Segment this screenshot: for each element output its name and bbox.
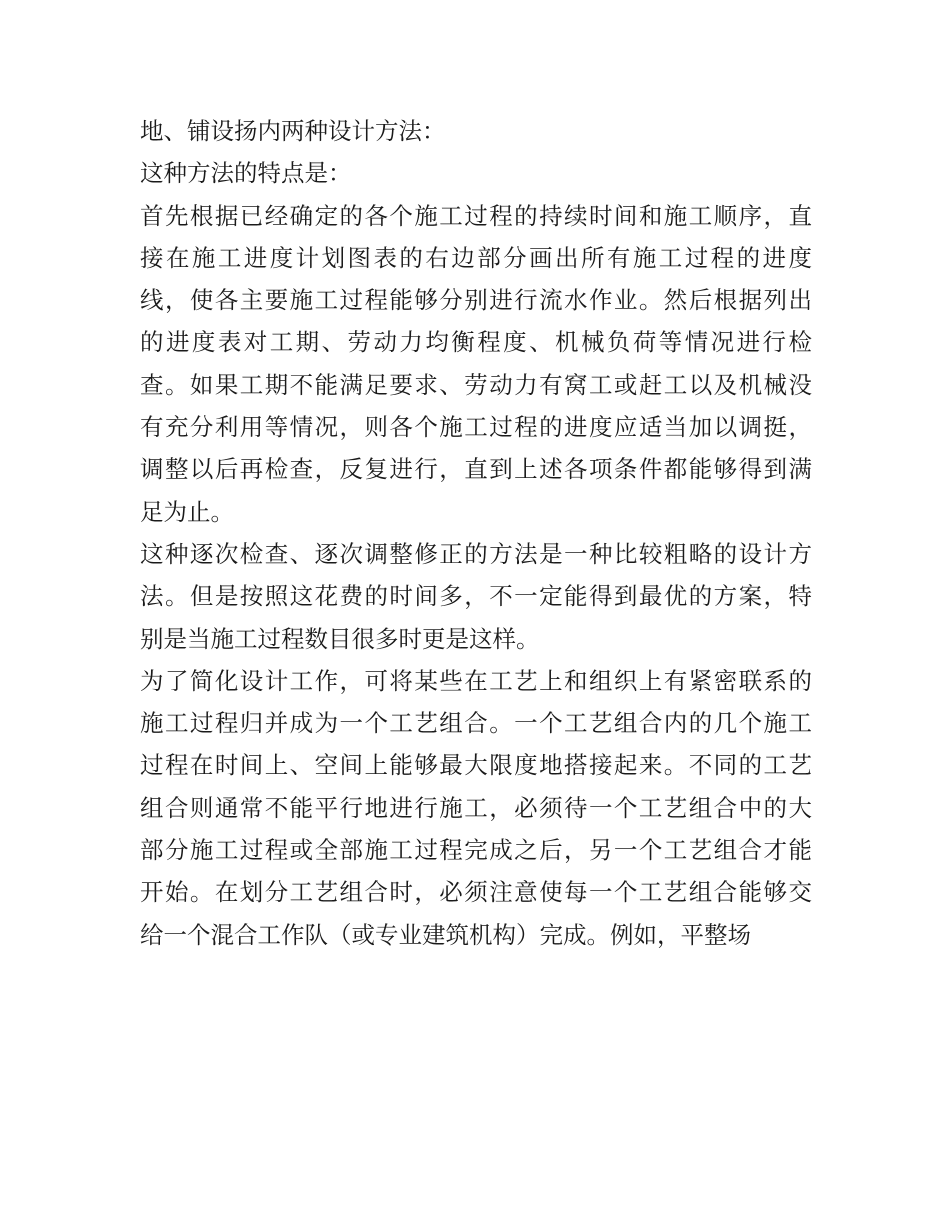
- text-line: 足为止。: [140, 497, 234, 526]
- text-line: 接在施工进度计划图表的右边部分画出所有施工过程的进度: [140, 243, 812, 272]
- text-line: 这种方法的特点是：: [140, 159, 352, 188]
- text-line: 的进度表对工期、劳动力均衡程度、机械负荷等情况进行检: [140, 328, 812, 357]
- text-line: 地、铺设扬内两种设计方法：: [140, 117, 446, 145]
- text-line: 法。但是按照这花费的时间多，不一定能得到最优的方案，特: [140, 582, 812, 611]
- text-line: 施工过程归并成为一个工艺组合。一个工艺组合内的几个施工: [140, 709, 812, 738]
- text-line: 组合则通常不能平行地进行施工，必须待一个工艺组合中的大: [140, 793, 812, 822]
- text-line: 开始。在划分工艺组合时，必须注意使每一个工艺组合能够交: [140, 878, 812, 907]
- text-line: 有充分利用等情况，则各个施工过程的进度应适当加以调挺，: [140, 413, 812, 442]
- body-text: [140, 110, 812, 956]
- text-line: 为了简化设计工作，可将某些在工艺上和组织上有紧密联系的: [140, 666, 812, 695]
- text-line: 别是当施工过程数目很多时更是这样。: [140, 624, 540, 653]
- text-line: 首先根据已经确定的各个施工过程的持续时间和施工顺序，直: [140, 201, 812, 230]
- text-line: 线，使各主要施工过程能够分别进行流水作业。然后根据列出: [140, 286, 812, 315]
- text-line: 这种逐次检查、逐次调整修正的方法是一种比较粗略的设计方: [140, 539, 812, 568]
- text-line: 调整以后再检查，反复进行，直到上述各项条件都能够得到满: [140, 455, 812, 484]
- text-line: 过程在时间上、空间上能够最大限度地搭接起来。不同的工艺: [140, 751, 812, 780]
- text-line: 给一个混合工作队（或专业建筑机构）完成。例如，平整场: [140, 920, 751, 949]
- text-line: 查。如果工期不能满足要求、劳动力有窝工或赶工以及机械没: [140, 370, 812, 399]
- text-line: 部分施工过程或全部施工过程完成之后，另一个工艺组合才能: [140, 836, 812, 865]
